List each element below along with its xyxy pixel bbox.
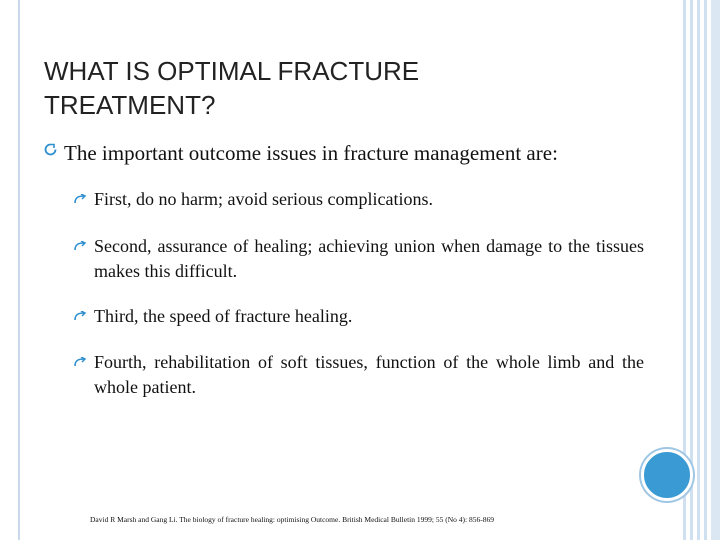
- right-decorative-stripe: [711, 0, 720, 540]
- reflex-arrow-bullet-icon: [44, 143, 57, 161]
- reflex-arrow-bullet-icon: [74, 355, 87, 373]
- reflex-arrow-bullet-icon: [74, 239, 87, 257]
- slide-title: [44, 54, 644, 122]
- title-line-1: WHAT IS OPTIMAL FRACTURE: [44, 56, 420, 86]
- sub-bullet-item: Fourth, rehabilitation of soft tissues, function of the whole limb and the whole patient.: [94, 352, 644, 397]
- right-decorative-stripe: [690, 0, 693, 540]
- title-line-2: TREATMENT?: [44, 90, 216, 120]
- sub-bullet-item: Third, the speed of fracture healing.: [94, 306, 353, 326]
- right-decorative-stripe: [704, 0, 707, 540]
- sub-bullet-item: Second, assurance of healing; achieving union when damage to the tissues makes this difficult.: [94, 236, 644, 281]
- reflex-arrow-bullet-icon: [74, 309, 87, 327]
- decorative-circle: [641, 449, 693, 501]
- main-bullet-text: The important outcome issues in fracture management are:: [64, 141, 558, 165]
- citation-reference: David R Marsh and Gang Li. The biology of fracture healing: optimising Outcome. British Medical Bulletin 1999; 55 (No 4): 856-869: [90, 515, 494, 524]
- sub-bullet-item: First, do no harm; avoid serious complications.: [94, 189, 433, 209]
- right-decorative-stripe: [697, 0, 700, 540]
- reflex-arrow-bullet-icon: [74, 192, 87, 210]
- left-border-line: [18, 0, 20, 540]
